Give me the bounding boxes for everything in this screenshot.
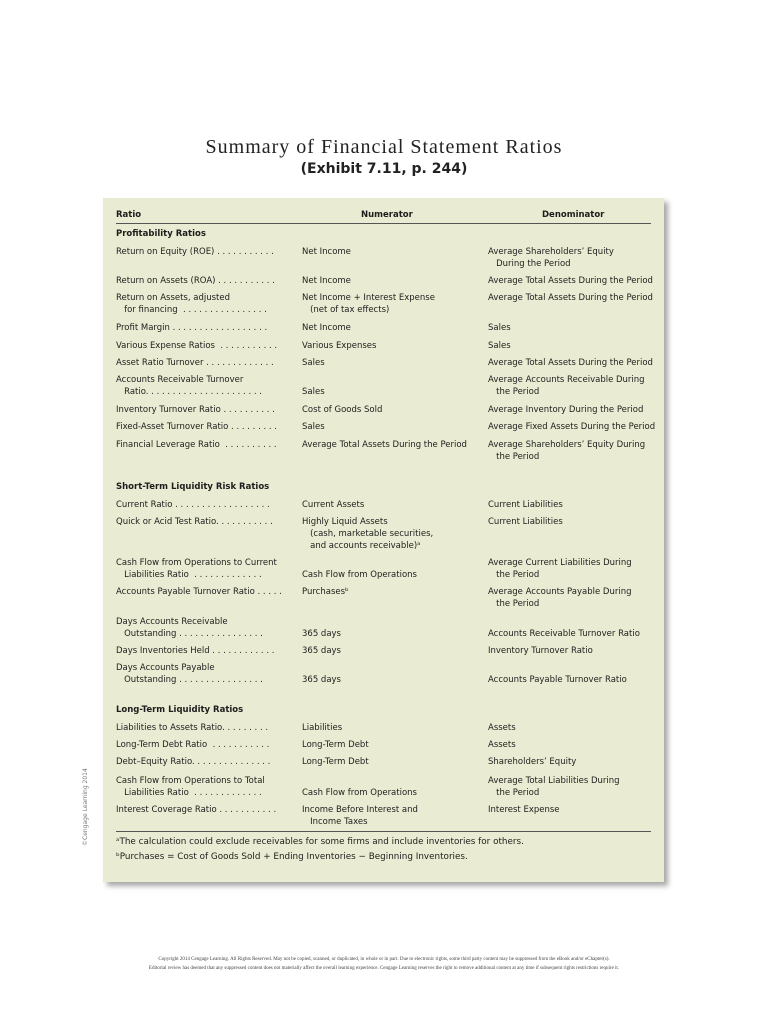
numerator-cell: Purchasesᵇ bbox=[302, 587, 349, 597]
denominator-cell: Average Inventory During the Period bbox=[488, 405, 644, 415]
ratio-cell: Return on Assets, adjusted for financing . . . . . . . . . . . . . . . . bbox=[116, 293, 267, 315]
denominator-cell: Shareholders’ Equity bbox=[488, 757, 577, 767]
denominator-cell: Current Liabilities bbox=[488, 517, 563, 527]
numerator-cell: Sales bbox=[302, 387, 325, 397]
ratio-cell: Debt–Equity Ratio. . . . . . . . . . . . . . . bbox=[116, 757, 271, 767]
numerator-cell: Cash Flow from Operations bbox=[302, 788, 417, 798]
numerator-cell: 365 days bbox=[302, 629, 341, 639]
numerator-cell: Various Expenses bbox=[302, 341, 377, 351]
ratio-cell: Asset Ratio Turnover . . . . . . . . . . . . . bbox=[116, 358, 274, 368]
section-short-term-liquidity: Short-Term Liquidity Risk Ratios bbox=[116, 482, 270, 492]
denominator-cell: Average Fixed Assets During the Period bbox=[488, 422, 656, 432]
header-ratio: Ratio bbox=[116, 210, 142, 220]
ratio-cell: Profit Margin . . . . . . . . . . . . . . . . . . bbox=[116, 323, 268, 333]
ratio-cell: Days Inventories Held . . . . . . . . . . . . bbox=[116, 646, 275, 656]
ratio-cell: Cash Flow from Operations to Total Liabilities Ratio . . . . . . . . . . . . . bbox=[116, 776, 265, 798]
copyright-line-2: Editorial review has deemed that any suppressed content does not materially affect the overall learning experience. Cengage Learning reserves the right to remove additional content at any time if subsequent rights restrictions require it. bbox=[148, 966, 620, 971]
copyright-line-1: Copyright 2014 Cengage Learning. All Rights Reserved. May not be copied, scanned, or duplicated, in whole or in part. Due to electronic rights, some third party content may be suppressed from the eBook and/or eChapter(s). bbox=[158, 957, 610, 962]
footnote-b: ᵇPurchases = Cost of Goods Sold + Ending Inventories − Beginning Inventories. bbox=[116, 852, 468, 862]
ratio-cell: Fixed-Asset Turnover Ratio . . . . . . . . . bbox=[116, 422, 277, 432]
ratio-cell: Return on Equity (ROE) . . . . . . . . . . . bbox=[116, 247, 274, 257]
denominator-cell: Average Total Assets During the Period bbox=[488, 358, 653, 368]
ratio-cell: Accounts Payable Turnover Ratio . . . . . bbox=[116, 587, 282, 597]
ratio-cell: Days Accounts Receivable Outstanding . . . . . . . . . . . . . . . . bbox=[116, 617, 263, 639]
denominator-cell: Average Total Assets During the Period bbox=[488, 293, 653, 303]
ratio-cell: Current Ratio . . . . . . . . . . . . . . . . . . bbox=[116, 500, 270, 510]
denominator-cell: Inventory Turnover Ratio bbox=[488, 646, 593, 656]
header-rule bbox=[116, 223, 651, 224]
ratio-cell: Days Accounts Payable Outstanding . . . . . . . . . . . . . . . . bbox=[116, 663, 263, 685]
header-numerator: Numerator bbox=[361, 210, 413, 220]
ratio-cell: Quick or Acid Test Ratio. . . . . . . . . . . bbox=[116, 517, 273, 527]
numerator-cell: Income Before Interest and Income Taxes bbox=[302, 805, 418, 827]
numerator-cell: Long-Term Debt bbox=[302, 740, 369, 750]
numerator-cell: 365 days bbox=[302, 646, 341, 656]
numerator-cell: Net Income + Interest Expense (net of tax effects) bbox=[302, 293, 435, 315]
ratio-cell: Financial Leverage Ratio . . . . . . . . . . bbox=[116, 440, 277, 450]
numerator-cell: Cash Flow from Operations bbox=[302, 570, 417, 580]
denominator-cell: Average Shareholders’ Equity During the Period bbox=[488, 440, 646, 462]
denominator-cell: Accounts Payable Turnover Ratio bbox=[488, 675, 627, 685]
denominator-cell: Average Shareholders’ Equity During the Period bbox=[488, 247, 614, 269]
ratio-summary-panel bbox=[103, 198, 664, 882]
denominator-cell: Average Current Liabilities During the Period bbox=[488, 558, 632, 580]
denominator-cell: Assets bbox=[488, 723, 516, 733]
denominator-cell: Average Total Assets During the Period bbox=[488, 276, 653, 286]
numerator-cell: Net Income bbox=[302, 323, 351, 333]
numerator-cell: 365 days bbox=[302, 675, 341, 685]
table-header bbox=[116, 210, 651, 224]
numerator-cell: Long-Term Debt bbox=[302, 757, 369, 767]
denominator-cell: Sales bbox=[488, 341, 511, 351]
footnote-a: ᵃThe calculation could exclude receivables for some firms and include inventories for others. bbox=[116, 837, 524, 847]
page-subtitle: (Exhibit 7.11, p. 244) bbox=[300, 161, 468, 177]
numerator-cell: Highly Liquid Assets (cash, marketable securities, and accounts receivable)ᵃ bbox=[302, 517, 434, 551]
ratio-cell: Interest Coverage Ratio . . . . . . . . . . . bbox=[116, 805, 277, 815]
numerator-cell: Sales bbox=[302, 422, 325, 432]
denominator-cell: Average Total Liabilities During the Period bbox=[488, 776, 620, 798]
ratio-cell: Various Expense Ratios . . . . . . . . . . . bbox=[116, 341, 278, 351]
denominator-cell: Assets bbox=[488, 740, 516, 750]
denominator-cell: Average Accounts Receivable During the Period bbox=[488, 375, 645, 397]
ratio-cell: Inventory Turnover Ratio . . . . . . . . . . bbox=[116, 405, 275, 415]
ratio-cell: Return on Assets (ROA) . . . . . . . . . . . bbox=[116, 276, 275, 286]
numerator-cell: Cost of Goods Sold bbox=[302, 405, 383, 415]
numerator-cell: Net Income bbox=[302, 276, 351, 286]
denominator-cell: Current Liabilities bbox=[488, 500, 563, 510]
ratio-cell: Cash Flow from Operations to Current Liabilities Ratio . . . . . . . . . . . . . bbox=[116, 558, 277, 580]
footnote-rule bbox=[116, 831, 651, 832]
header-denominator: Denominator bbox=[542, 210, 605, 220]
numerator-cell: Average Total Assets During the Period bbox=[302, 440, 467, 450]
page-title: Summary of Financial Statement Ratios bbox=[205, 136, 563, 158]
numerator-cell: Current Assets bbox=[302, 500, 365, 510]
denominator-cell: Average Accounts Payable During the Period bbox=[488, 587, 632, 609]
section-long-term-liquidity: Long-Term Liquidity Ratios bbox=[116, 705, 244, 715]
denominator-cell: Sales bbox=[488, 323, 511, 333]
section-profitability: Profitability Ratios bbox=[116, 229, 206, 239]
ratio-cell: Liabilities to Assets Ratio. . . . . . . . . bbox=[116, 723, 269, 733]
copyright-notice bbox=[0, 955, 768, 973]
numerator-cell: Liabilities bbox=[302, 723, 343, 733]
ratio-cell: Long-Term Debt Ratio . . . . . . . . . . . bbox=[116, 740, 270, 750]
denominator-cell: Accounts Receivable Turnover Ratio bbox=[488, 629, 640, 639]
denominator-cell: Interest Expense bbox=[488, 805, 560, 815]
copyright-watermark: ©Cengage Learning 2014 bbox=[82, 768, 89, 846]
numerator-cell: Sales bbox=[302, 358, 325, 368]
numerator-cell: Net Income bbox=[302, 247, 351, 257]
ratio-cell: Accounts Receivable Turnover Ratio. . . . . . . . . . . . . . . . . . . . . . bbox=[116, 375, 262, 397]
